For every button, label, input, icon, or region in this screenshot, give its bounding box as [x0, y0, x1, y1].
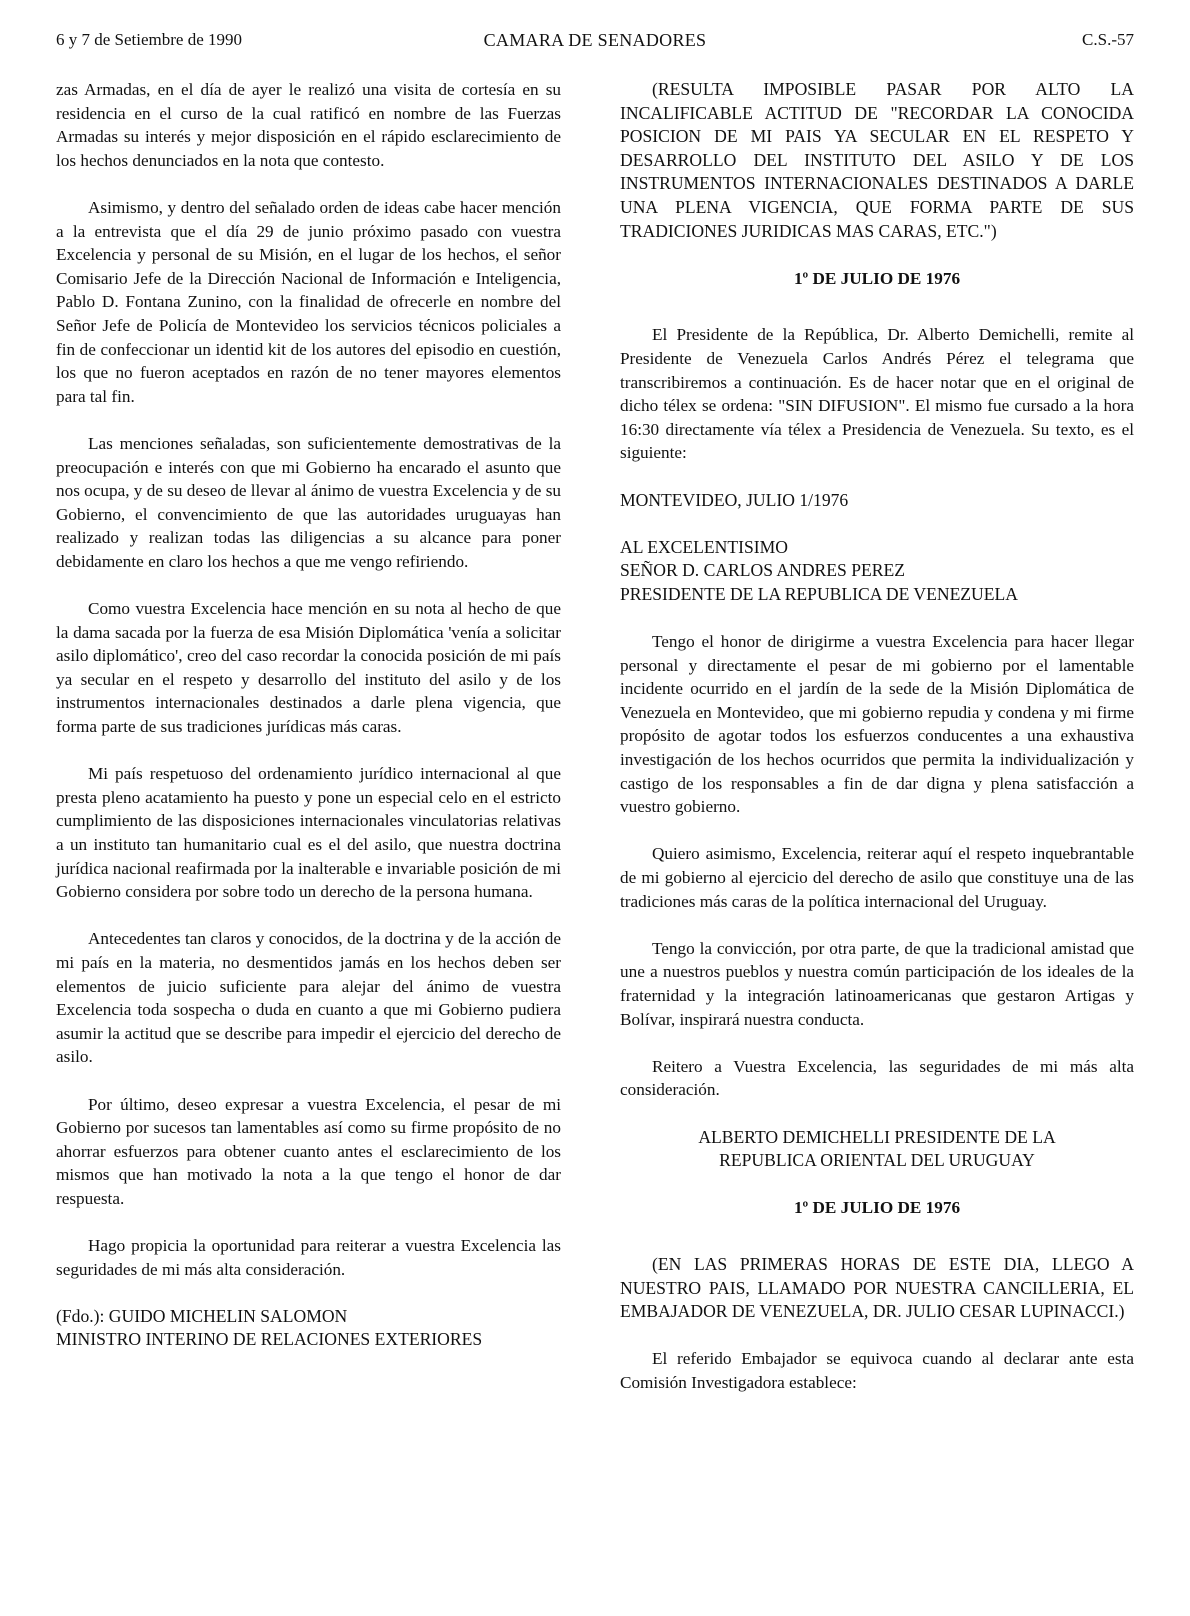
header-title: CAMARA DE SENADORES — [483, 30, 707, 50]
paragraph: Quiero asimismo, Excelencia, reiterar aquí el respeto inquebrantable de mi gobierno al ejercicio del derecho de asilo que constituye una de las tradiciones más caras de la política internacional del Uruguay. — [620, 844, 1134, 911]
paragraph: Tengo el honor de dirigirme a vuestra Excelencia para hacer llegar personal y directamente el pesar de mi gobierno por el lamentable incidente ocurrido en el jardín de la sede de la Misión Diplomática de Venezuela en Montevideo, que mi gobierno repudia y condena y mi firme propósito de agotar todos los esfuerzos conducentes a una exhaustiva investigación de los hechos ocurridos que permita la individualización y castigo de los responsables a fin de dar digna y plena satisfacción a vuestro gobierno. — [620, 632, 1134, 817]
caps-remark: (EN LAS PRIMERAS HORAS DE ESTE DIA, LLEGO A NUESTRO PAIS, LLAMADO POR NUESTRA CANCILLERIA, EL EMBAJADOR DE VENEZUELA, DR. JULIO CESAR LUPINACCI.) — [620, 1253, 1134, 1322]
paragraph: Como vuestra Excelencia hace mención en su nota al hecho de que la dama sacada por la fuerza de esa Misión Diplomática 'venía a solicitar asilo diplomático', creo del caso recordar la conocida posición de mi país ya secular en el respeto y desarrollo del instituto del asilo y de los instrumentos internacionales destinados a darle plena vigencia, que forma parte de sus tradiciones jurídicas más caras. — [56, 599, 561, 737]
paragraph: El referido Embajador se equivoca cuando al declarar ante esta Comisión Investigadora establece: — [620, 1349, 1134, 1392]
caps-remark: (RESULTA IMPOSIBLE PASAR POR ALTO LA INCALIFICABLE ACTITUD DE "RECORDAR LA CONOCIDA POSICION DE MI PAIS YA SECULAR EN EL RESPETO Y DESARROLLO DEL INSTITUTO DEL ASILO Y DE LOS INSTRUMENTOS INTERNACIONALES DESTINADOS A DARLE UNA PLENA VIGENCIA, QUE FORMA PARTE DE SUS TRADICIONES JURIDICAS MAS CARAS, ETC.") — [620, 79, 1134, 241]
paragraph: zas Armadas, en el día de ayer le realizó una visita de cortesía en su residencia en el curso de la cual ratificó en nombre de las Fuerzas Armadas su interés y mejor disposición en el rápido esclarecimiento de los hechos denunciados en la nota que contesto. — [56, 80, 561, 170]
signature-name: (Fdo.): GUIDO MICHELIN SALOMON — [56, 1305, 348, 1326]
addressee-line: SEÑOR D. CARLOS ANDRES PEREZ — [620, 560, 905, 581]
header-page-code: C.S.-57 — [1082, 30, 1134, 49]
section-date-heading: 1º DE JULIO DE 1976 — [793, 268, 961, 288]
paragraph: Antecedentes tan claros y conocidos, de la doctrina y de la acción de mi país en la materia, no desmentidos jamás en los hechos deben ser elementos de juicio suficiente para alejar del ánimo de vuestra Excelencia toda sospecha o duda en cuanto a que mi Gobierno pudiera asumir la actitud que se describe para impedir el ejercicio del derecho de asilo. — [56, 929, 561, 1067]
telegram-place-date: MONTEVIDEO, JULIO 1/1976 — [620, 489, 849, 510]
addressee-line: PRESIDENTE DE LA REPUBLICA DE VENEZUELA — [620, 583, 1018, 604]
paragraph: Reitero a Vuestra Excelencia, las seguridades de mi más alta consideración. — [620, 1056, 1134, 1100]
section-date-heading: 1º DE JULIO DE 1976 — [793, 1198, 961, 1218]
paragraph: Por último, deseo expresar a vuestra Excelencia, el pesar de mi Gobierno por sucesos tan lamentables así como su firme propósito de no ahorrar esfuerzos para obtener cuanto antes el esclarecimiento de los mismos que han motivado la nota a la que tengo el honor de dar respuesta. — [56, 1094, 561, 1208]
paragraph: Tengo la convicción, por otra parte, de que la tradicional amistad que une a nuestros pueblos y nuestra común participación de los ideales de la fraternidad y la integración latinoamericanas que gestaron Artigas y Bolívar, inspirará nuestra conducta. — [620, 938, 1134, 1029]
paragraph: Mi país respetuoso del ordenamiento jurídico internacional al que presta pleno acatamiento ha puesto y pone un especial celo en el estricto cumplimiento de las disposiciones internacionales vinculatorias relativas a un instituto tan humanitario cual es el del asilo, que nuestra doctrina jurídica nacional reafirmada por la inalterable e invariable posición de mi Gobierno considera por sobre todo un derecho de la persona humana. — [56, 764, 561, 902]
paragraph: Asimismo, y dentro del señalado orden de ideas cabe hacer mención a la entrevista que el día 29 de junio próximo pasado con vuestra Excelencia y personal de su Misión, en el lugar de los hechos, el señor Comisario Jefe de la Dirección Nacional de Información e Inteligencia, Pablo D. Fontana Zunino, con la finalidad de ofrecerle en nombre del Señor Jefe de Policía de Montevideo los servicios técnicos policiales a fin de confeccionar un identid kit de los autores del episodio en cuestión, los que no fueron aceptados en razón de no tener mayores elementos para tal fin. — [56, 197, 561, 406]
paragraph: Hago propicia la oportunidad para reiterar a vuestra Excelencia las seguridades de mi más alta consideración. — [56, 1236, 561, 1279]
signature-title: MINISTRO INTERINO DE RELACIONES EXTERIORES — [56, 1329, 483, 1350]
page-header — [56, 30, 1134, 56]
telegram-signature: ALBERTO DEMICHELLI PRESIDENTE DE LA REPUBLICA ORIENTAL DEL URUGUAY — [698, 1126, 1056, 1171]
paragraph: Las menciones señaladas, son suficientemente demostrativas de la preocupación e interés con que mi Gobierno ha encarado el asunto que nos ocupa, y de su deseo de llevar al ánimo de vuestra Excelencia y de su Gobierno, el convencimiento de que las autoridades uruguayas han realizado y realizan todas las diligencias a su alcance para poner debidamente en claro los hechos a que me vengo refiriendo. — [56, 433, 561, 571]
left-column — [56, 78, 561, 1352]
header-date: 6 y 7 de Setiembre de 1990 — [56, 30, 243, 49]
addressee-line: AL EXCELENTISIMO — [620, 536, 788, 557]
paragraph: El Presidente de la República, Dr. Alberto Demichelli, remite al Presidente de Venezuela Carlos Andrés Pérez el telegrama que transcribiremos a continuación. Es de hacer notar que en el original de dicho télex se ordena: "SIN DIFUSION". El mismo fue cursado a la hora 16:30 directamente vía télex a Presidencia de Venezuela. Su texto, es el siguiente: — [620, 325, 1134, 463]
right-column — [620, 78, 1134, 1418]
